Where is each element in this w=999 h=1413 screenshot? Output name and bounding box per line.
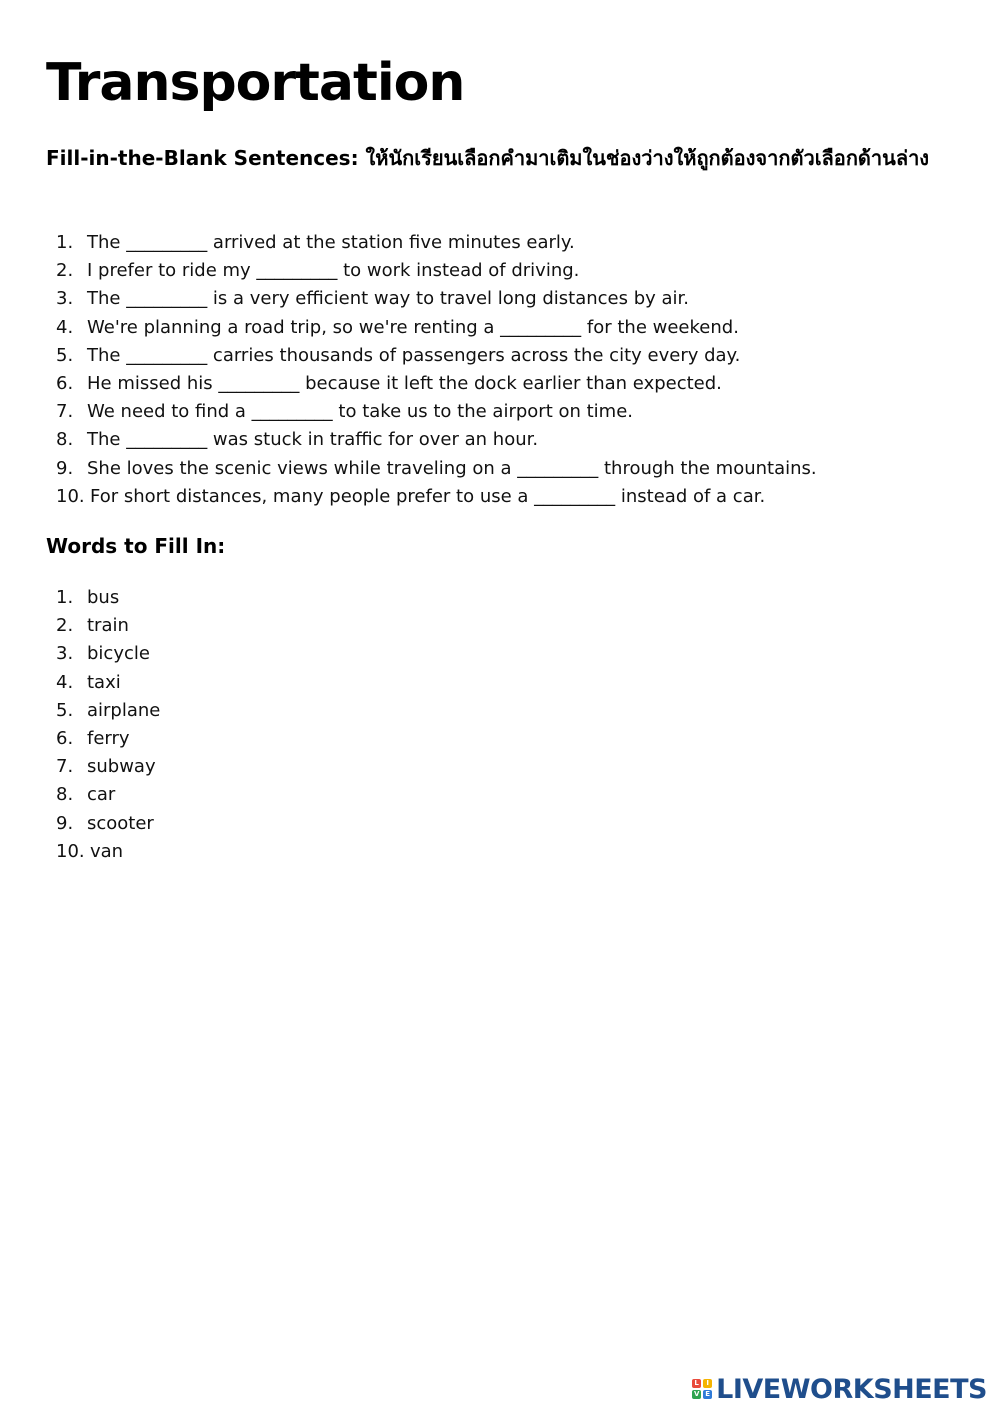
word-item — [56, 810, 160, 838]
sentence-item — [56, 398, 817, 426]
word-text: scooter — [87, 812, 154, 834]
word-number: 3. — [56, 643, 74, 665]
sentence-item — [56, 455, 817, 483]
sentence-number: 9. — [56, 457, 74, 479]
sentence-number: 1. — [56, 232, 74, 253]
sentence-number: 5. — [56, 344, 74, 366]
word-text: bicycle — [87, 643, 150, 665]
word-item — [56, 669, 160, 697]
logo-icon-letter: E — [703, 1390, 712, 1399]
sentence-text: We need to find a _________ to take us to the airport on time. — [87, 401, 634, 423]
word-text: car — [87, 784, 116, 806]
liveworksheets-logo-icon — [692, 1379, 712, 1399]
word-text: airplane — [87, 699, 161, 721]
word-text: van — [90, 840, 124, 862]
sentence-text: I prefer to ride my _________ to work instead of driving. — [87, 260, 580, 282]
word-number: 10. — [56, 840, 85, 862]
word-item — [56, 697, 160, 725]
word-number: 2. — [56, 615, 74, 637]
word-number: 5. — [56, 699, 74, 721]
sentence-item — [56, 483, 817, 511]
sentence-text: She loves the scenic views while traveling on a _________ through the mountains. — [87, 457, 817, 479]
sentence-number: 3. — [56, 288, 74, 310]
sentence-text: The _________ was stuck in traffic for over an hour. — [87, 429, 539, 451]
word-text: bus — [87, 587, 120, 608]
page-title: Transportation — [46, 53, 465, 113]
sentence-item — [56, 229, 817, 257]
logo-icon-letter: V — [693, 1390, 700, 1398]
word-number: 9. — [56, 812, 74, 834]
sentence-text: We're planning a road trip, so we're renting a _________ for the weekend. — [87, 316, 739, 338]
word-item — [56, 781, 160, 809]
word-item — [56, 612, 160, 640]
word-item — [56, 584, 160, 612]
liveworksheets-logo[interactable] — [692, 1372, 987, 1406]
word-text: train — [87, 615, 129, 637]
sentence-text: The _________ arrived at the station five minutes early. — [87, 232, 575, 253]
sentence-item — [56, 314, 817, 342]
instructions: Fill-in-the-Blank Sentences: ให้นักเรียนเลือกคำมาเติมในช่องว่างให้ถูกต้องจากตัวเลือกด้านล่าง — [46, 146, 930, 170]
words-heading: Words to Fill In: — [46, 534, 226, 558]
sentence-item — [56, 370, 817, 398]
sentence-text: The _________ is a very efficient way to travel long distances by air. — [87, 288, 690, 310]
word-list — [56, 584, 160, 866]
word-number: 4. — [56, 671, 74, 693]
word-item — [56, 753, 160, 781]
liveworksheets-logo-text: LIVEWORKSHEETS — [716, 1373, 987, 1405]
word-number: 6. — [56, 727, 74, 749]
sentence-number: 7. — [56, 401, 74, 423]
sentence-item — [56, 257, 817, 285]
word-text: subway — [87, 756, 156, 778]
word-number: 7. — [56, 756, 74, 778]
logo-icon-letter: I — [703, 1379, 712, 1388]
word-item — [56, 640, 160, 668]
sentence-text: The _________ carries thousands of passengers across the city every day. — [87, 344, 741, 366]
sentence-number: 6. — [56, 372, 74, 394]
sentence-text: For short distances, many people prefer to use a _________ instead of a car. — [90, 485, 766, 507]
sentence-number: 2. — [56, 260, 74, 282]
sentence-item — [56, 426, 817, 454]
sentence-text: He missed his _________ because it left the dock earlier than expected. — [87, 372, 722, 394]
sentence-number: 4. — [56, 316, 74, 338]
word-item — [56, 725, 160, 753]
word-text: taxi — [87, 671, 121, 693]
sentence-item — [56, 285, 817, 313]
word-item — [56, 838, 160, 866]
sentence-number: 10. — [56, 485, 85, 507]
word-number: 1. — [56, 587, 74, 608]
word-number: 8. — [56, 784, 74, 806]
sentence-item — [56, 342, 817, 370]
word-text: ferry — [87, 727, 130, 749]
logo-icon-letter: L — [692, 1379, 701, 1388]
sentence-number: 8. — [56, 429, 74, 451]
sentence-list — [56, 229, 817, 511]
